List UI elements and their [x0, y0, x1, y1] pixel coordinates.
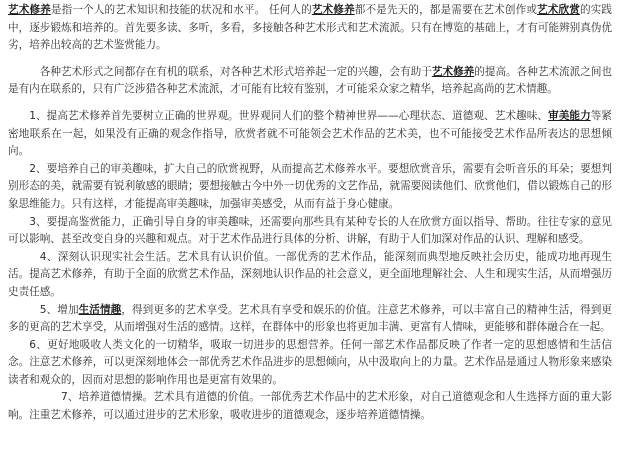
- paragraph-text: 3、要提高鉴赏能力，正确引导自身的审美趣味，还需要向那些具有某种专长的人在欣赏方面以指导、帮助。往往专家的意见可以影响、甚至改变自身的兴趣和观点。对于艺术作品进行具体的分析、讲解，有助于人们加深对作品的认识、理解和感受。: [8, 215, 612, 246]
- keyword-link-art-cultivation[interactable]: 艺术修养: [8, 4, 51, 16]
- list-item-social-life: [8, 249, 612, 302]
- paragraph-definition: [8, 2, 612, 55]
- list-item-life-interest: [8, 302, 612, 337]
- paragraph-text: 2、要培养自己的审美趣味，扩大自己的欣赏视野，从而提高艺术修养水平。要想欣赏音乐，需要有会听音乐的耳朵；要想判别形态的美，就需要有锐利敏感的眼睛；要想接触古今中外一切优秀的文艺作品，就需要阅读他们、欣赏他们，借以锻炼自己的形象思维能力。只有这样，才能提高审美趣味，加强审美感受，从而有益于身心健康。: [8, 162, 612, 210]
- list-item-appreciation-ability: [8, 214, 612, 249]
- keyword-link-art-cultivation[interactable]: 艺术修养: [311, 4, 355, 16]
- paragraph-text: 等紧密地联系在一起，如果没有正确的观念作指导，欣赏者就不可能领会艺术作品的艺术美，也不可能接受艺术作品所表达的思想倾向。: [8, 109, 612, 158]
- list-item-aesthetic-taste: [8, 161, 612, 214]
- paragraph-text: 各种艺术形式之间都存在有机的联系，对各种艺术形式培养起一定的兴趣，会有助于: [39, 65, 432, 78]
- list-item-worldview: [8, 108, 612, 161]
- keyword-link-art-appreciation[interactable]: 艺术欣赏: [537, 4, 580, 16]
- paragraph-text: 7、培养道德情操。艺术具有道德的价值。一部优秀艺术作品中的艺术形象，对自己道德观念和人生选择方面的重大影响。注重艺术修养，可以通过进步的艺术形象，吸收进步的道德观念，逐步培养道德情操。: [8, 391, 612, 422]
- keyword-link-life-interest[interactable]: 生活情趣: [78, 303, 122, 316]
- list-item-culture-essence: [8, 337, 612, 390]
- paragraph-text: 的实践中，逐步锻炼和培养的。首先要多读、多听，多看，多接触各种艺术形式和艺术流派。只有在博览的基础上，才有可能辨别真伪优劣，培养出较高的艺术鉴赏能力。: [8, 4, 612, 52]
- paragraph-text: 5、增加: [39, 303, 79, 316]
- paragraph-text: 都不是先天的，都是需要在艺术创作或: [354, 4, 538, 16]
- paragraph-text: ，得到更多的艺术享受。艺术具有享受和娱乐的价值。注意艺术修养，可以丰富自己的精神生活，得到更多的更高的艺术享受，从而增强对生活的感情。这样，在群体中的形象也将更加丰满、更富有人情味，更能够和群体融合在一起。: [8, 303, 612, 334]
- keyword-link-art-cultivation[interactable]: 艺术修养: [431, 65, 475, 78]
- paragraph-text: 是指一个人的艺术知识和技能的状况和水平。 任何人的: [50, 4, 312, 16]
- paragraph-art-forms: [8, 64, 612, 99]
- paragraph-text: 4、深刻认识现实社会生活。艺术具有认识价值。一部优秀的艺术作品，能深刻而典型地反映社会历史，能成功地再现生活。提高艺术修养，有助于全面的欣赏艺术作品，深刻地认识作品的社会意义，更全面地理解社会、人生和现实生活，从而增强历史责任感。: [8, 250, 612, 298]
- paragraph-text: 6、更好地吸收人类文化的一切精华，吸取一切进步的思想营养。任何一部艺术作品都反映了作者一定的思想感情和生活信念。注意艺术修养，可以更深刻地体会一部优秀艺术作品进步的思想倾向，从中汲取向上的力量。艺术作品是通过人物形象来感染读者和观众的，因而对思想的影响作用也是更富有效果的。: [8, 338, 612, 386]
- keyword-link-aesthetic-ability[interactable]: 审美能力: [548, 109, 591, 122]
- paragraph-text: 的提高。各种艺术流派之间也是有内在联系的，只有广泛涉猎各种艺术流派，才可能有比较有鉴别，才可能采众家之精华，培养起高尚的艺术情趣。: [8, 65, 612, 96]
- list-item-moral-sentiment: [8, 389, 612, 424]
- paragraph-text: 1、提高艺术修养首先要树立正确的世界观。世界观同人们的整个精神世界——心理状态、道德观、艺术趣味、: [29, 109, 549, 122]
